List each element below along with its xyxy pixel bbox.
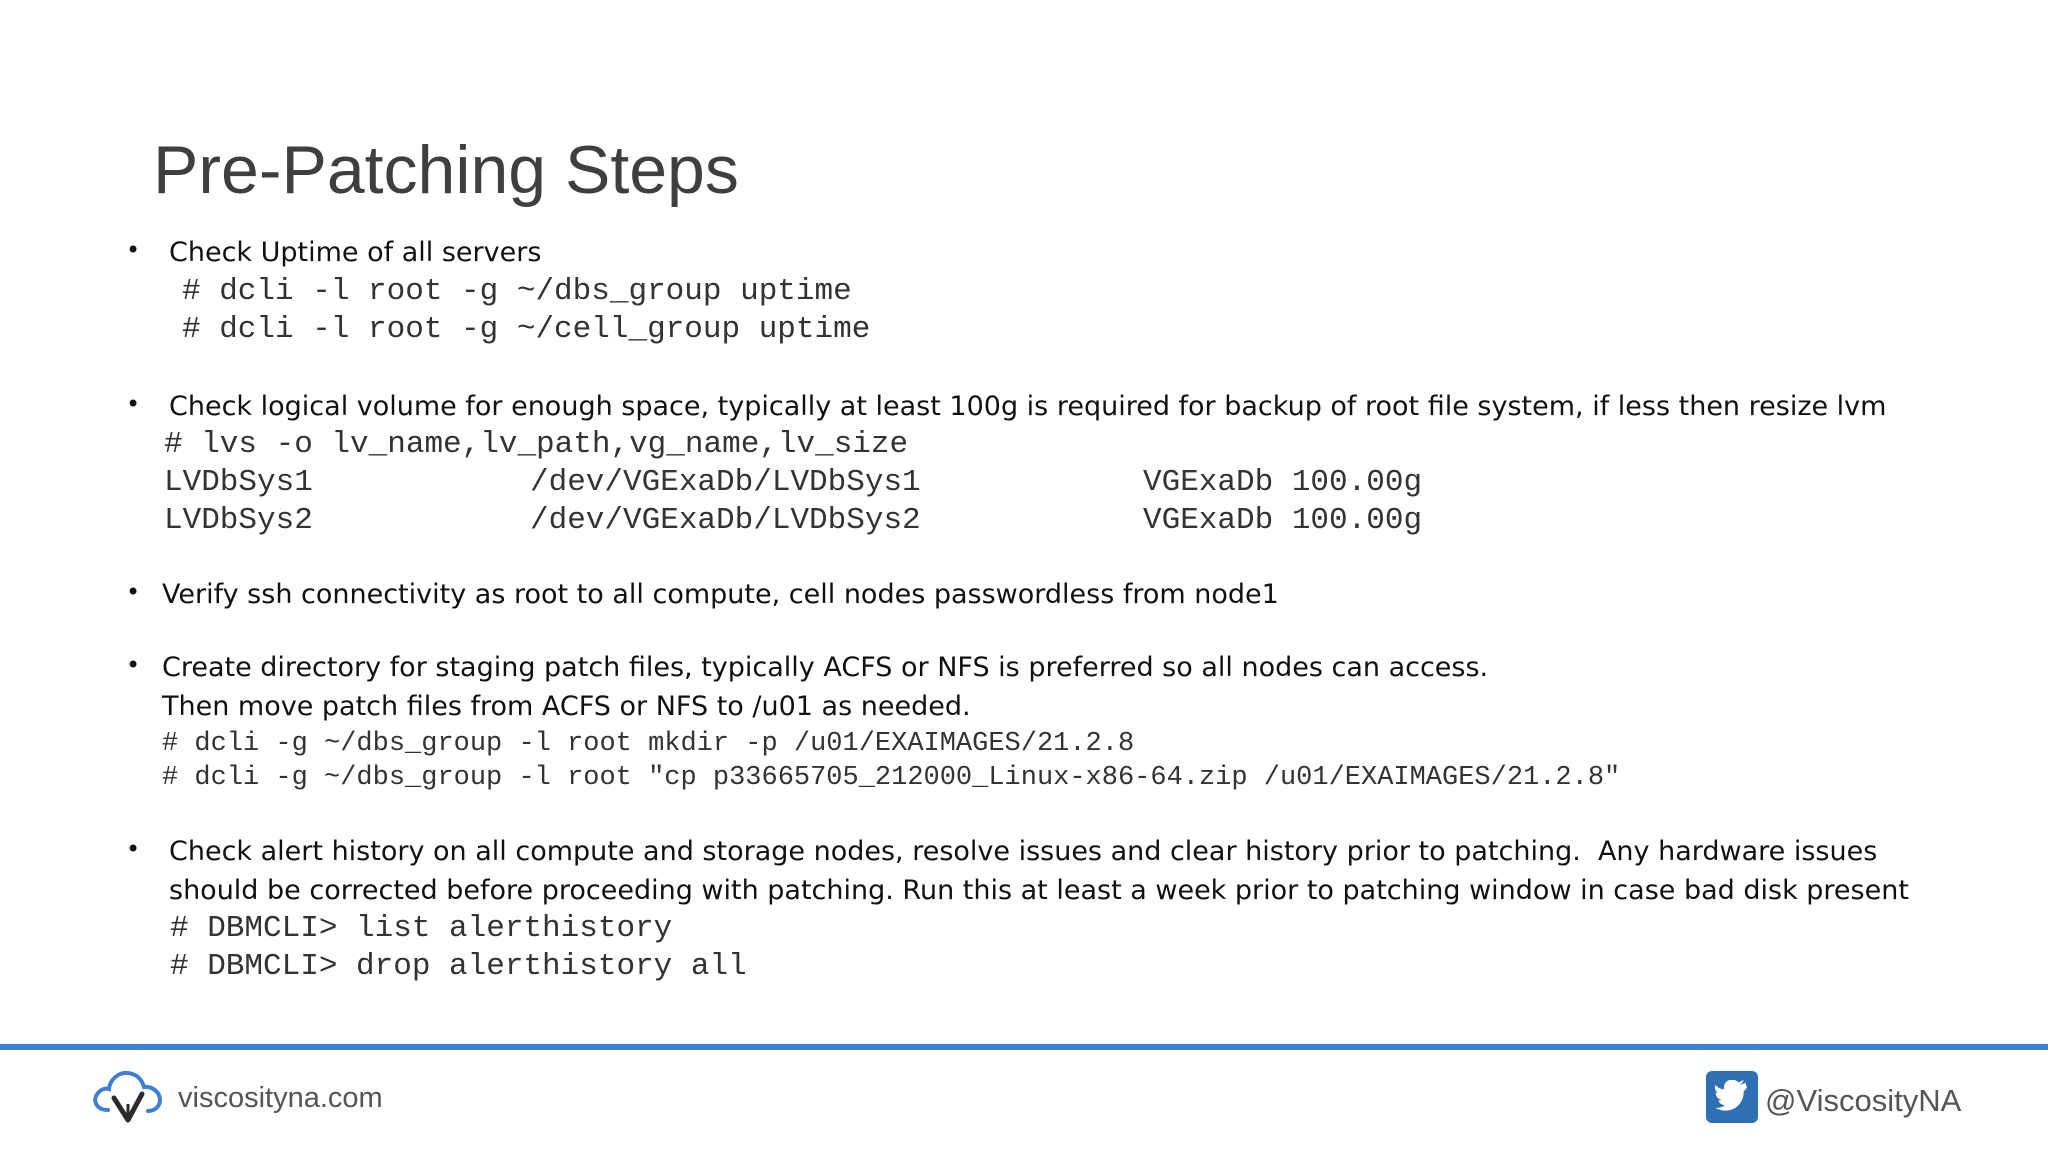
lvm-row-name: LVDbSys2 — [164, 503, 313, 538]
twitter-bird-icon — [1706, 1071, 1758, 1123]
lvm-row-vg: VGExaDb 100.00g — [1143, 503, 1423, 538]
bullet-ssh: • — [126, 578, 141, 606]
lvm-row-vg: VGExaDb 100.00g — [1143, 465, 1423, 500]
alert-code-2: # DBMCLI> drop alerthistory all — [170, 949, 747, 984]
lvm-row-path: /dev/VGExaDb/LVDbSys1 — [530, 465, 921, 500]
ssh-text: Verify ssh connectivity as root to all compute, cell nodes passwordless from node1 — [162, 579, 1279, 610]
lvm-text: Check logical volume for enough space, typically at least 100g is required for backup of root file system, if less then resize lvm — [169, 391, 1887, 422]
lvm-command: # lvs -o lv_name,lv_path,vg_name,lv_size — [164, 427, 909, 462]
lvm-row-name: LVDbSys1 — [164, 465, 313, 500]
alert-text: Check alert history on all compute and storage nodes, resolve issues and clear history prior to patching. Any hardware issues — [169, 836, 1878, 867]
uptime-code-2: # dcli -l root -g ~/cell_group uptime — [182, 312, 871, 347]
uptime-text: Check Uptime of all servers — [169, 237, 542, 268]
bullet-uptime: • — [126, 236, 141, 264]
cloud-v-logo-icon — [90, 1064, 166, 1126]
bullet-alert: • — [126, 835, 141, 863]
footer-divider — [0, 1044, 2048, 1050]
staging-code-1: # dcli -g ~/dbs_group -l root mkdir -p /u01/EXAIMAGES/21.2.8 — [162, 729, 1135, 759]
footer-twitter-handle: @ViscosityNA — [1765, 1083, 1962, 1118]
bullet-lvm: • — [126, 390, 141, 418]
footer-website: viscosityna.com — [178, 1082, 383, 1114]
staging-text-2: Then move patch files from ACFS or NFS to /u01 as needed. — [162, 691, 971, 722]
page-title: Pre-Patching Steps — [153, 132, 739, 208]
bullet-staging: • — [126, 651, 141, 679]
alert-text-2: should be corrected before proceeding with patching. Run this at least a week prior to patching window in case bad disk present — [169, 875, 1909, 906]
lvm-row-path: /dev/VGExaDb/LVDbSys2 — [530, 503, 921, 538]
staging-code-2: # dcli -g ~/dbs_group -l root "cp p33665705_212000_Linux-x86-64.zip /u01/EXAIMAGES/21.2.8" — [162, 763, 1621, 793]
alert-code-1: # DBMCLI> list alerthistory — [170, 911, 673, 946]
uptime-code-1: # dcli -l root -g ~/dbs_group uptime — [182, 274, 852, 309]
staging-text: Create directory for staging patch files, typically ACFS or NFS is preferred so all nodes can access. — [162, 652, 1489, 683]
